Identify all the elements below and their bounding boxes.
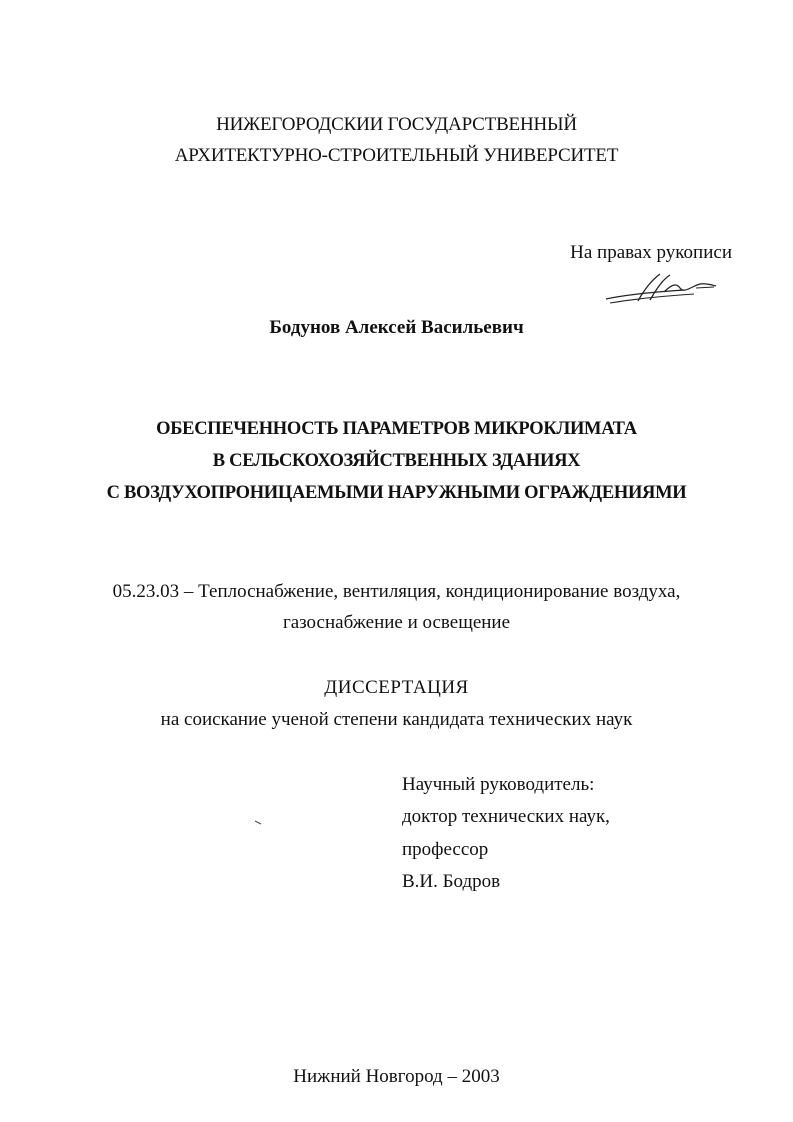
specialty-line2: газоснабжение и освещение	[282, 612, 511, 633]
scan-speck-icon	[254, 820, 262, 826]
place-and-year: Нижний Новгород – 2003	[293, 1066, 500, 1087]
specialty-line1: 05.23.03 – Теплоснабжение, вентиляция, кондиционирование воздуха,	[112, 581, 681, 602]
manuscript-note: На правах рукописи	[570, 242, 732, 263]
university-name-line2: АРХИТЕКТУРНО-СТРОИТЕЛЬНЫЙ УНИВЕРСИТЕТ	[174, 145, 619, 166]
title-line3: С ВОЗДУХОПРОНИЦАЕМЫМИ НАРУЖНЫМИ ОГРАЖДЕНИЯМИ	[106, 483, 687, 503]
advisor-name: В.И. Бодров	[402, 871, 501, 892]
advisor-role: Научный руководитель:	[402, 774, 595, 795]
advisor-degree: доктор технических наук,	[402, 806, 610, 827]
signature-icon	[604, 268, 724, 308]
university-name-line1: НИЖЕГОРОДСКИИ ГОСУДАРСТВЕННЫЙ	[216, 114, 577, 135]
author-name: Бодунов Алексей Васильевич	[269, 317, 524, 338]
title-line2: В СЕЛЬСКОХОЗЯЙСТВЕННЫХ ЗДАНИЯХ	[212, 451, 581, 471]
document-type: ДИССЕРТАЦИЯ	[324, 677, 469, 698]
title-line1: ОБЕСПЕЧЕННОСТЬ ПАРАМЕТРОВ МИКРОКЛИМАТА	[156, 419, 637, 439]
degree-line: на соискание ученой степени кандидата технических наук	[160, 709, 633, 730]
advisor-title: профессор	[402, 839, 489, 860]
